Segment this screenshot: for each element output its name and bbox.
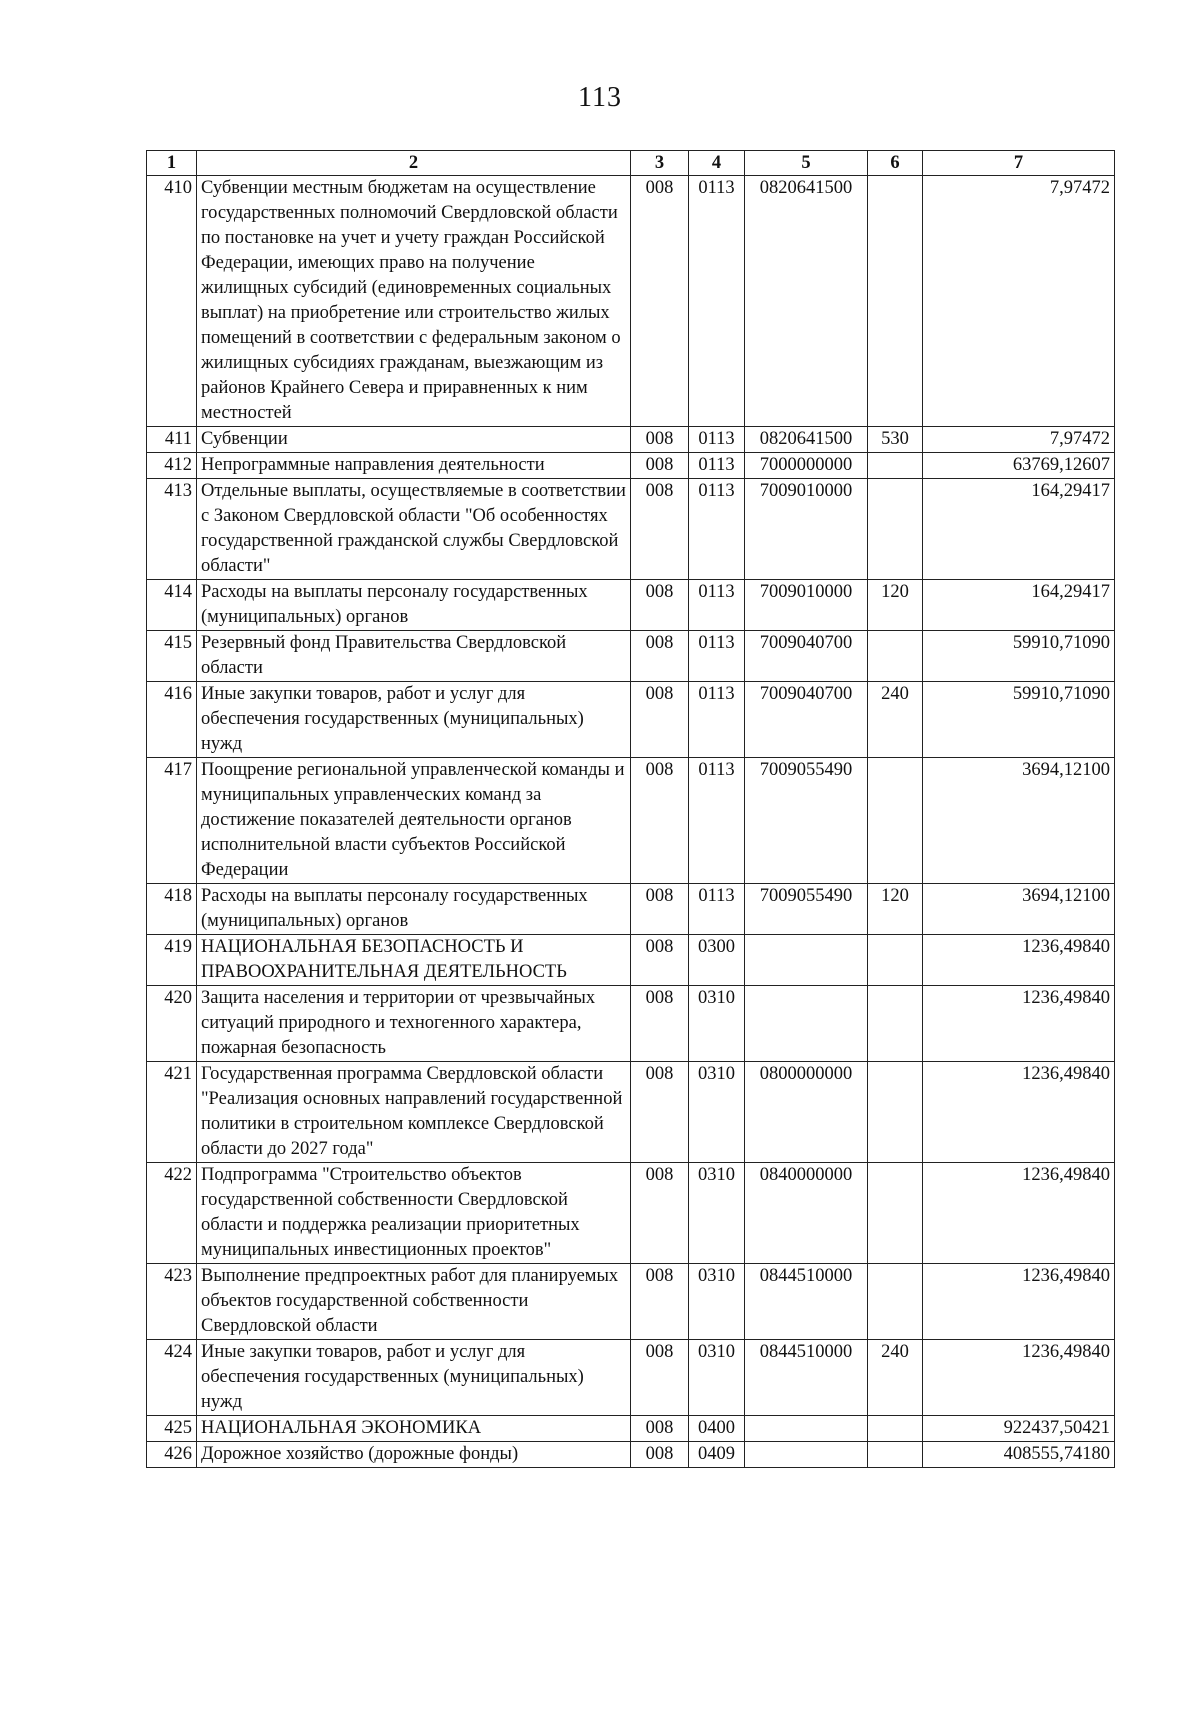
row-number: 411 [147,427,197,453]
row-grbs-code: 008 [631,1264,689,1340]
table-row [147,453,1115,479]
row-section-code: 0113 [689,682,745,758]
row-section-code: 0113 [689,580,745,631]
row-target-code [745,986,868,1062]
row-grbs-code: 008 [631,758,689,884]
row-target-code [745,1442,868,1468]
row-grbs-code: 008 [631,1442,689,1468]
table-row [147,682,1115,758]
row-section-code: 0113 [689,453,745,479]
row-name: Отдельные выплаты, осуществляемые в соответствии с Законом Свердловской области "Об особенностях государственной гражданской службы Свердловской области" [197,479,631,580]
row-expense-type-code [868,1264,923,1340]
row-sum: 1236,49840 [923,1340,1115,1416]
table-row [147,758,1115,884]
row-sum: 7,97472 [923,427,1115,453]
row-section-code: 0310 [689,1340,745,1416]
row-sum: 408555,74180 [923,1442,1115,1468]
row-name: Расходы на выплаты персоналу государственных (муниципальных) органов [197,884,631,935]
row-section-code: 0409 [689,1442,745,1468]
row-expense-type-code [868,479,923,580]
row-sum: 3694,12100 [923,884,1115,935]
row-grbs-code: 008 [631,631,689,682]
row-target-code: 0840000000 [745,1163,868,1264]
row-target-code: 0844510000 [745,1340,868,1416]
row-target-code: 0820641500 [745,176,868,427]
header-col-5: 5 [745,151,868,176]
row-expense-type-code [868,986,923,1062]
header-col-6: 6 [868,151,923,176]
table-row [147,1442,1115,1468]
row-expense-type-code: 120 [868,884,923,935]
row-number: 417 [147,758,197,884]
row-name: Резервный фонд Правительства Свердловской области [197,631,631,682]
row-grbs-code: 008 [631,1163,689,1264]
row-name: Расходы на выплаты персоналу государственных (муниципальных) органов [197,580,631,631]
row-sum: 1236,49840 [923,1264,1115,1340]
row-sum: 1236,49840 [923,1163,1115,1264]
row-target-code [745,935,868,986]
row-grbs-code: 008 [631,1416,689,1442]
row-section-code: 0310 [689,1264,745,1340]
table-row [147,479,1115,580]
row-grbs-code: 008 [631,682,689,758]
row-name: Подпрограмма "Строительство объектов государственной собственности Свердловской области и поддержка реализации приоритетных муниципальных инвестиционных проектов" [197,1163,631,1264]
row-section-code: 0113 [689,631,745,682]
row-expense-type-code [868,758,923,884]
budget-table [146,150,1115,1468]
row-section-code: 0113 [689,884,745,935]
row-target-code: 0844510000 [745,1264,868,1340]
row-expense-type-code [868,631,923,682]
row-sum: 63769,12607 [923,453,1115,479]
row-number: 413 [147,479,197,580]
row-grbs-code: 008 [631,580,689,631]
row-sum: 7,97472 [923,176,1115,427]
row-expense-type-code [868,453,923,479]
row-expense-type-code [868,1416,923,1442]
header-col-1: 1 [147,151,197,176]
row-name: Защита населения и территории от чрезвычайных ситуаций природного и техногенного характера, пожарная безопасность [197,986,631,1062]
table-row [147,1264,1115,1340]
row-section-code: 0310 [689,1163,745,1264]
row-number: 412 [147,453,197,479]
table-row [147,580,1115,631]
table-row [147,884,1115,935]
row-name: Дорожное хозяйство (дорожные фонды) [197,1442,631,1468]
row-target-code [745,1416,868,1442]
row-name: Выполнение предпроектных работ для планируемых объектов государственной собственности Свердловской области [197,1264,631,1340]
table-row [147,1163,1115,1264]
row-section-code: 0310 [689,1062,745,1163]
row-sum: 1236,49840 [923,1062,1115,1163]
row-target-code: 7009040700 [745,682,868,758]
table-row [147,427,1115,453]
page-number: 113 [578,82,622,113]
row-sum: 59910,71090 [923,682,1115,758]
header-row [147,151,1115,176]
row-grbs-code: 008 [631,935,689,986]
row-name: Государственная программа Свердловской области "Реализация основных направлений государственной политики в строительном комплексе Свердловской области до 2027 года" [197,1062,631,1163]
header-col-4: 4 [689,151,745,176]
row-section-code: 0300 [689,935,745,986]
row-grbs-code: 008 [631,453,689,479]
row-section-code: 0310 [689,986,745,1062]
row-grbs-code: 008 [631,1340,689,1416]
row-expense-type-code [868,176,923,427]
row-section-code: 0113 [689,758,745,884]
row-expense-type-code [868,1062,923,1163]
table-row [147,631,1115,682]
row-target-code: 7009055490 [745,884,868,935]
row-section-code: 0113 [689,479,745,580]
row-number: 410 [147,176,197,427]
row-name: Субвенции [197,427,631,453]
row-number: 421 [147,1062,197,1163]
row-name: Иные закупки товаров, работ и услуг для обеспечения государственных (муниципальных) нужд [197,1340,631,1416]
table-row [147,1062,1115,1163]
row-grbs-code: 008 [631,1062,689,1163]
row-target-code: 7000000000 [745,453,868,479]
table-row [147,1416,1115,1442]
row-number: 414 [147,580,197,631]
row-name: НАЦИОНАЛЬНАЯ ЭКОНОМИКА [197,1416,631,1442]
row-number: 423 [147,1264,197,1340]
row-sum: 1236,49840 [923,935,1115,986]
row-number: 426 [147,1442,197,1468]
row-number: 424 [147,1340,197,1416]
row-sum: 164,29417 [923,580,1115,631]
row-number: 419 [147,935,197,986]
row-sum: 3694,12100 [923,758,1115,884]
row-grbs-code: 008 [631,427,689,453]
row-grbs-code: 008 [631,986,689,1062]
row-grbs-code: 008 [631,176,689,427]
row-sum: 922437,50421 [923,1416,1115,1442]
row-target-code: 7009010000 [745,479,868,580]
header-col-3: 3 [631,151,689,176]
row-name: НАЦИОНАЛЬНАЯ БЕЗОПАСНОСТЬ И ПРАВООХРАНИТЕЛЬНАЯ ДЕЯТЕЛЬНОСТЬ [197,935,631,986]
row-sum: 59910,71090 [923,631,1115,682]
row-section-code: 0113 [689,176,745,427]
header-col-2: 2 [197,151,631,176]
row-grbs-code: 008 [631,479,689,580]
row-expense-type-code: 530 [868,427,923,453]
row-target-code: 7009010000 [745,580,868,631]
row-expense-type-code [868,935,923,986]
row-section-code: 0400 [689,1416,745,1442]
row-target-code: 0800000000 [745,1062,868,1163]
row-name: Поощрение региональной управленческой команды и муниципальных управленческих команд за достижение показателей деятельности органов исполнительной власти субъектов Российской Федерации [197,758,631,884]
row-number: 415 [147,631,197,682]
row-section-code: 0113 [689,427,745,453]
row-expense-type-code: 240 [868,682,923,758]
header-col-7: 7 [923,151,1115,176]
row-number: 418 [147,884,197,935]
row-number: 420 [147,986,197,1062]
row-name: Иные закупки товаров, работ и услуг для обеспечения государственных (муниципальных) нужд [197,682,631,758]
row-sum: 164,29417 [923,479,1115,580]
table-body [147,176,1115,1468]
row-target-code: 0820641500 [745,427,868,453]
row-expense-type-code: 120 [868,580,923,631]
row-name: Субвенции местным бюджетам на осуществление государственных полномочий Свердловской области по постановке на учет и учету граждан Российской Федерации, имеющих право на получение жилищных субсидий (единовременных социальных выплат) на приобретение или строительство жилых помещений в соответствии с федеральным законом о жилищных субсидиях гражданам, выезжающим из районов Крайнего Севера и приравненных к ним местностей [197,176,631,427]
row-grbs-code: 008 [631,884,689,935]
table-row [147,935,1115,986]
row-number: 422 [147,1163,197,1264]
row-expense-type-code [868,1442,923,1468]
row-target-code: 7009040700 [745,631,868,682]
row-number: 416 [147,682,197,758]
row-name: Непрограммные направления деятельности [197,453,631,479]
row-expense-type-code: 240 [868,1340,923,1416]
row-number: 425 [147,1416,197,1442]
table-row [147,176,1115,427]
row-expense-type-code [868,1163,923,1264]
table-row [147,1340,1115,1416]
row-target-code: 7009055490 [745,758,868,884]
row-sum: 1236,49840 [923,986,1115,1062]
table-row [147,986,1115,1062]
